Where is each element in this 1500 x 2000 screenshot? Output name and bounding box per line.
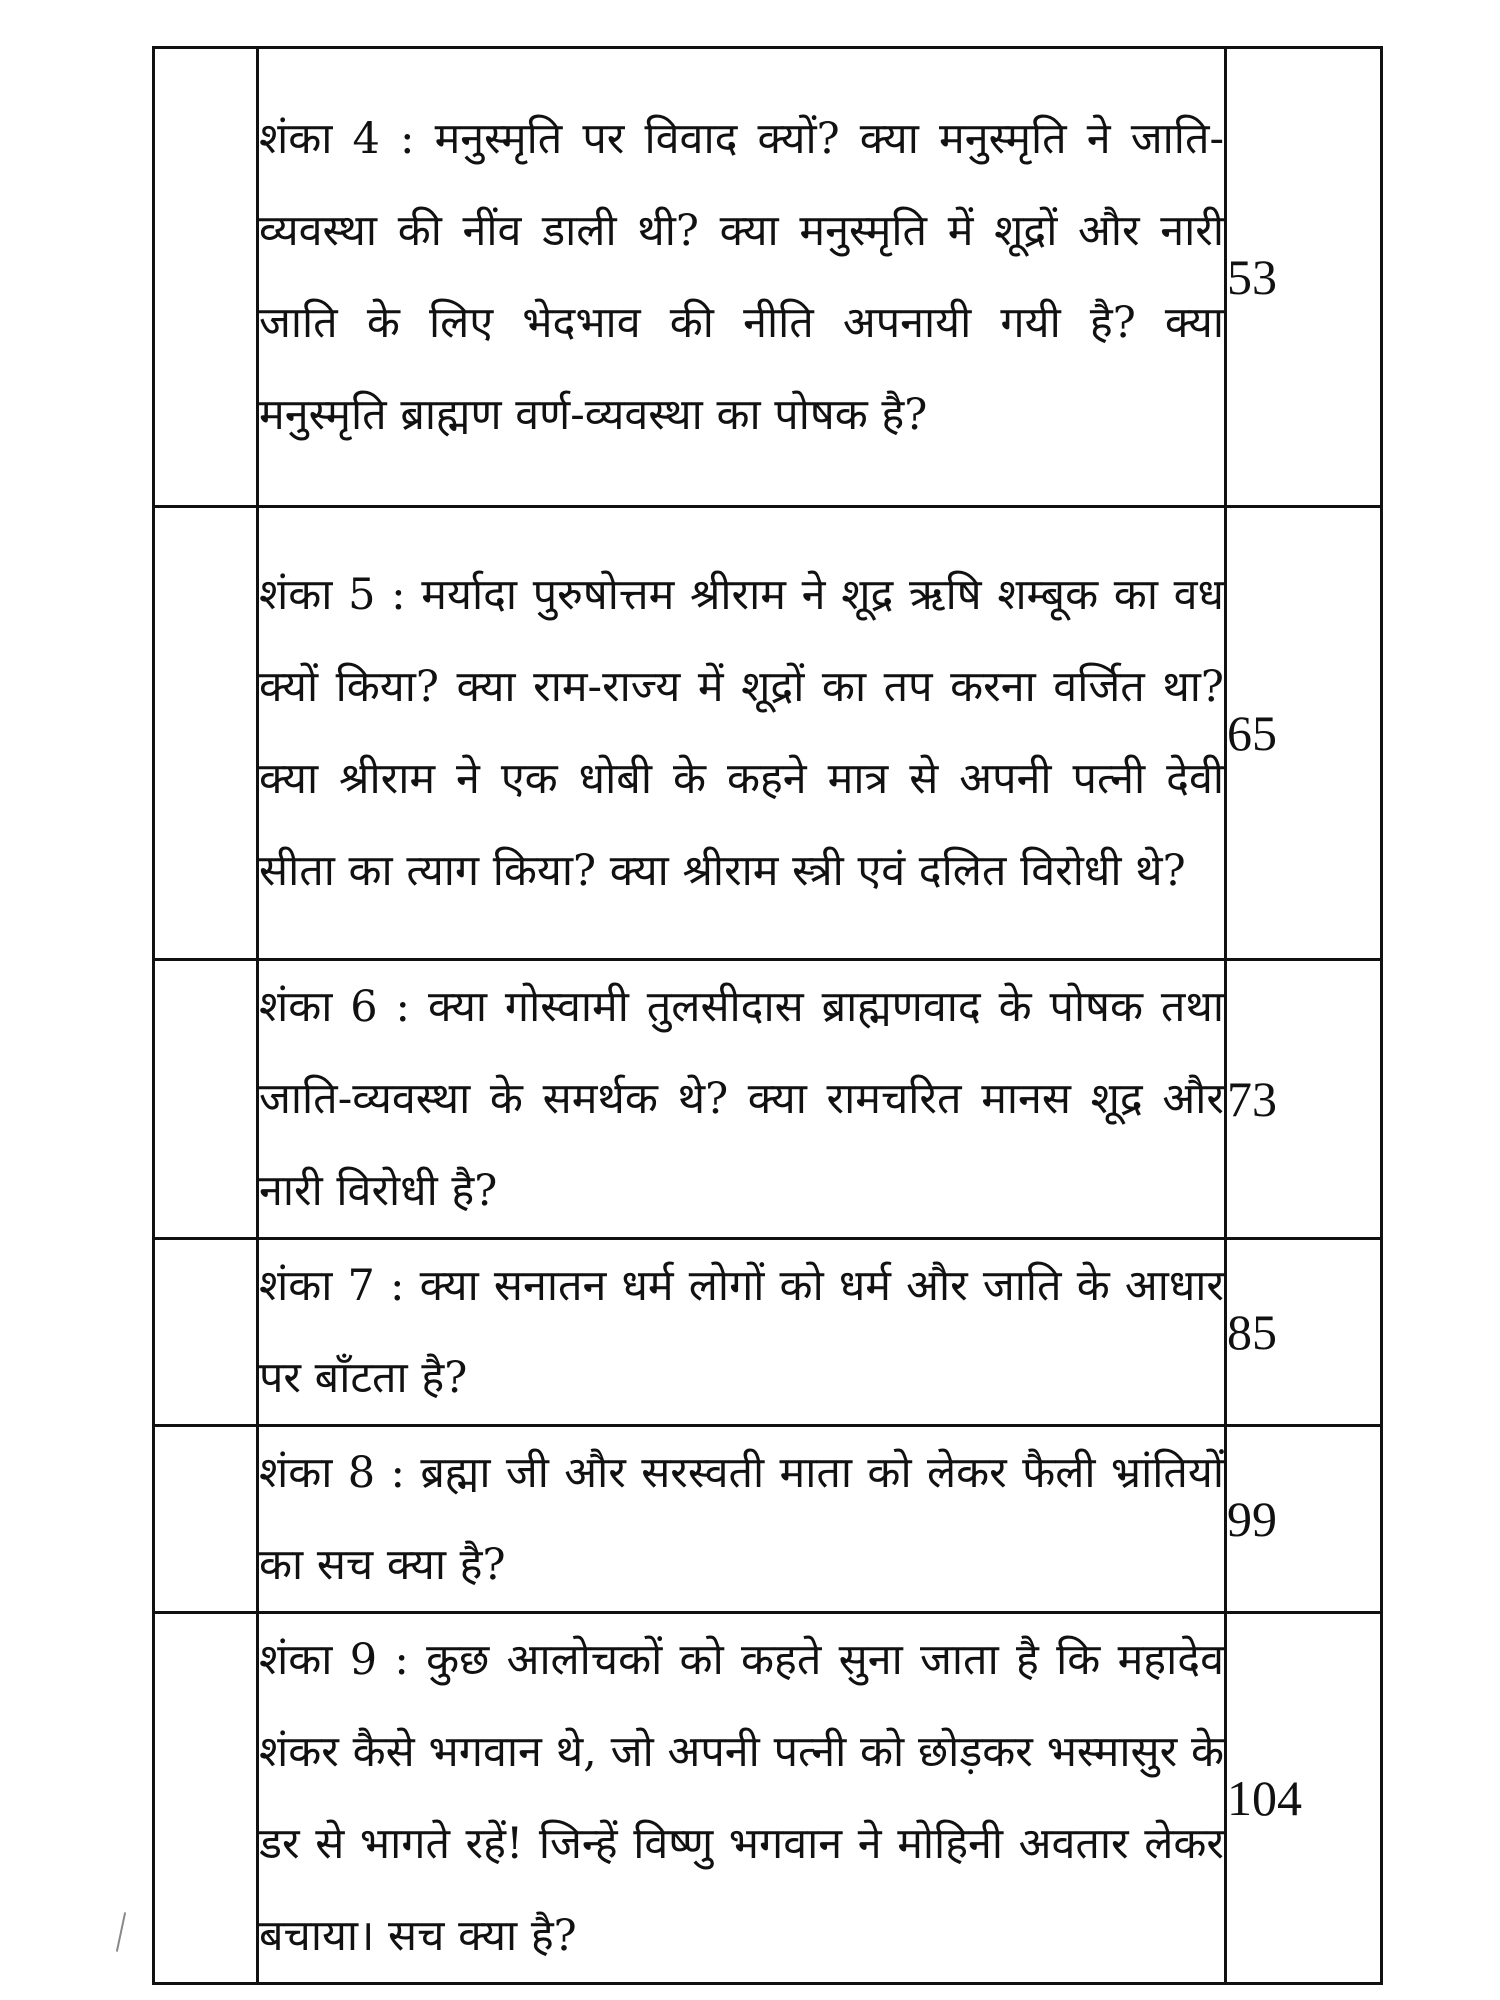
table-row xyxy=(154,507,1382,960)
entry-question: शंका 8 : ब्रह्मा जी और सरस्वती माता को लेकर फैली भ्रांतियों का सच क्या है? xyxy=(258,1426,1226,1613)
entry-question: शंका 7 : क्या सनातन धर्म लोगों को धर्म और जाति के आधार पर बाँटता है? xyxy=(258,1239,1226,1426)
page-number: 73 xyxy=(1226,960,1382,1239)
table-of-contents xyxy=(152,46,1383,1985)
table-row xyxy=(154,1239,1382,1426)
table-row xyxy=(154,1613,1382,1984)
serial-cell xyxy=(154,960,258,1239)
entry-question: शंका 6 : क्या गोस्वामी तुलसीदास ब्राह्मणवाद के पोषक तथा जाति-व्यवस्था के समर्थक थे? क्या रामचरित मानस शूद्र और नारी विरोधी है? xyxy=(258,960,1226,1239)
page-number: 53 xyxy=(1226,48,1382,507)
page-number: 99 xyxy=(1226,1426,1382,1613)
page-number: 85 xyxy=(1226,1239,1382,1426)
table-row xyxy=(154,960,1382,1239)
page-number: 104 xyxy=(1226,1613,1382,1984)
serial-cell xyxy=(154,1426,258,1613)
serial-cell xyxy=(154,1239,258,1426)
entry-question: शंका 9 : कुछ आलोचकों को कहते सुना जाता है कि महादेव शंकर कैसे भगवान थे, जो अपनी पत्नी को छोड़कर भस्मासुर के डर से भागते रहें! जिन्हें विष्णु भगवान ने मोहिनी अवतार लेकर बचाया। सच क्या है? xyxy=(258,1613,1226,1984)
serial-cell xyxy=(154,507,258,960)
serial-cell xyxy=(154,1613,258,1984)
table-row xyxy=(154,1426,1382,1613)
entry-question: शंका 5 : मर्यादा पुरुषोत्तम श्रीराम ने शूद्र ऋषि शम्बूक का वध क्यों किया? क्या राम-राज्य में शूद्रों का तप करना वर्जित था? क्या श्रीराम ने एक धोबी के कहने मात्र से अपनी पत्नी देवी सीता का त्याग किया? क्या श्रीराम स्त्री एवं दलित विरोधी थे? xyxy=(258,507,1226,960)
scan-mark xyxy=(116,1912,126,1952)
entry-question: शंका 4 : मनुस्मृति पर विवाद क्यों? क्या मनुस्मृति ने जाति-व्यवस्था की नींव डाली थी? क्या मनुस्मृति में शूद्रों और नारी जाति के लिए भेदभाव की नीति अपनायी गयी है? क्या मनुस्मृति ब्राह्मण वर्ण-व्यवस्था का पोषक है? xyxy=(258,48,1226,507)
serial-cell xyxy=(154,48,258,507)
page-number: 65 xyxy=(1226,507,1382,960)
table-row xyxy=(154,48,1382,507)
